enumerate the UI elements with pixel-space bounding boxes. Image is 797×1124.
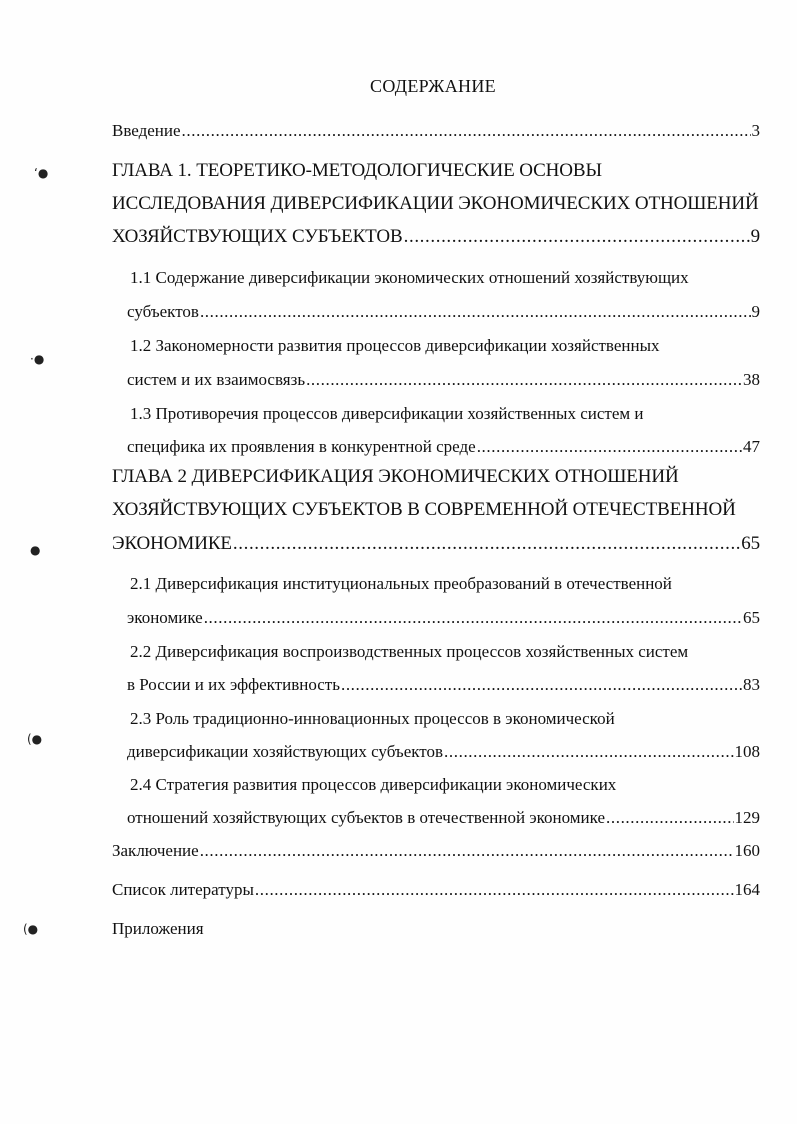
dot-leader [182,121,751,141]
toc-section-2-3-line-1: 2.3 Роль традиционно-инновационных процессов в экономической [130,709,615,728]
toc-section-1-3-line-1: 1.3 Противоречия процессов диверсификации хозяйственных систем и [130,404,644,423]
dot-leader [606,808,733,828]
scan-mark: (● [23,922,39,936]
toc-entry-text: в России и их эффективность [127,675,340,694]
toc-entry-text: систем и их взаимосвязь [127,370,306,389]
toc-chapter-1-line-2: ИССЛЕДОВАНИЯ ДИВЕРСИФИКАЦИИ ЭКОНОМИЧЕСКИХ ОТНОШЕНИЙ [112,193,759,214]
toc-page-number: 38 [743,370,760,389]
toc-section-1-3 [127,437,760,457]
toc-entry-text: Введение [112,121,181,140]
toc-page-number: 9 [751,302,760,321]
toc-entry-intro [112,121,760,141]
toc-section-1-2-line-1: 1.2 Закономерности развития процессов диверсификации хозяйственных [130,336,660,355]
toc-section-2-1 [127,608,760,628]
dot-leader [200,302,751,322]
toc-entry-text: субъектов [127,302,199,321]
dot-leader [444,742,733,762]
toc-entry-text: ЭКОНОМИКЕ [112,533,232,554]
dot-leader [233,533,740,555]
scan-mark: (● [27,732,43,746]
toc-chapter-1 [112,226,760,248]
dot-leader [477,437,742,457]
dot-leader [306,370,742,390]
dot-leader [200,841,734,861]
toc-section-2-1-line-1: 2.1 Диверсификация институциональных преобразований в отечественной [130,574,672,593]
scan-mark: ·● [30,352,45,366]
toc-section-2-3 [127,742,760,762]
toc-page-number: 65 [743,608,760,627]
toc-chapter-2 [112,533,760,555]
toc-entry-text: экономике [127,608,203,627]
toc-entry-references [112,880,760,900]
page-title: СОДЕРЖАНИЕ [370,76,496,96]
toc-chapter-2-line-1: ГЛАВА 2 ДИВЕРСИФИКАЦИЯ ЭКОНОМИЧЕСКИХ ОТНОШЕНИЙ [112,466,679,487]
scan-mark: ● [30,543,41,557]
toc-page-number: 65 [741,533,760,554]
toc-entry-text: Список литературы [112,880,254,899]
toc-section-1-1-line-1: 1.1 Содержание диверсификации экономических отношений хозяйствующих [130,268,689,287]
toc-section-1-1 [127,302,760,322]
toc-page-number: 129 [734,808,760,827]
scan-mark: ʻ● [34,166,49,180]
toc-page-number: 83 [743,675,760,694]
toc-section-2-4-line-1: 2.4 Стратегия развития процессов диверсификации экономических [130,775,617,794]
toc-entry-appendix: Приложения [112,919,204,938]
toc-entry-text: специфика их проявления в конкурентной среде [127,437,476,456]
toc-entry-text: диверсификации хозяйствующих субъектов [127,742,444,761]
toc-chapter-2-line-2: ХОЗЯЙСТВУЮЩИХ СУБЪЕКТОВ В СОВРЕМЕННОЙ ОТЕЧЕСТВЕННОЙ [112,499,736,520]
toc-section-1-2 [127,370,760,390]
dot-leader [341,675,742,695]
toc-section-2-4 [127,808,760,828]
toc-page-number: 160 [734,841,760,860]
toc-entry-text: Заключение [112,841,199,860]
toc-entry-text: ХОЗЯЙСТВУЮЩИХ СУБЪЕКТОВ [112,226,403,247]
toc-page-number: 47 [743,437,760,456]
toc-entry-conclusion [112,841,760,861]
toc-section-2-2-line-1: 2.2 Диверсификация воспроизводственных процессов хозяйственных систем [130,642,689,661]
toc-page-number: 3 [751,121,760,140]
toc-section-2-2 [127,675,760,695]
toc-chapter-1-line-1: ГЛАВА 1. ТЕОРЕТИКО-МЕТОДОЛОГИЧЕСКИЕ ОСНОВЫ [112,160,602,181]
dot-leader [404,226,750,248]
toc-entry-text: отношений хозяйствующих субъектов в отечественной экономике [127,808,606,827]
toc-page-number: 164 [734,880,760,899]
dot-leader [255,880,734,900]
dot-leader [204,608,742,628]
toc-page-number: 108 [734,742,760,761]
toc-page-number: 9 [750,226,760,247]
